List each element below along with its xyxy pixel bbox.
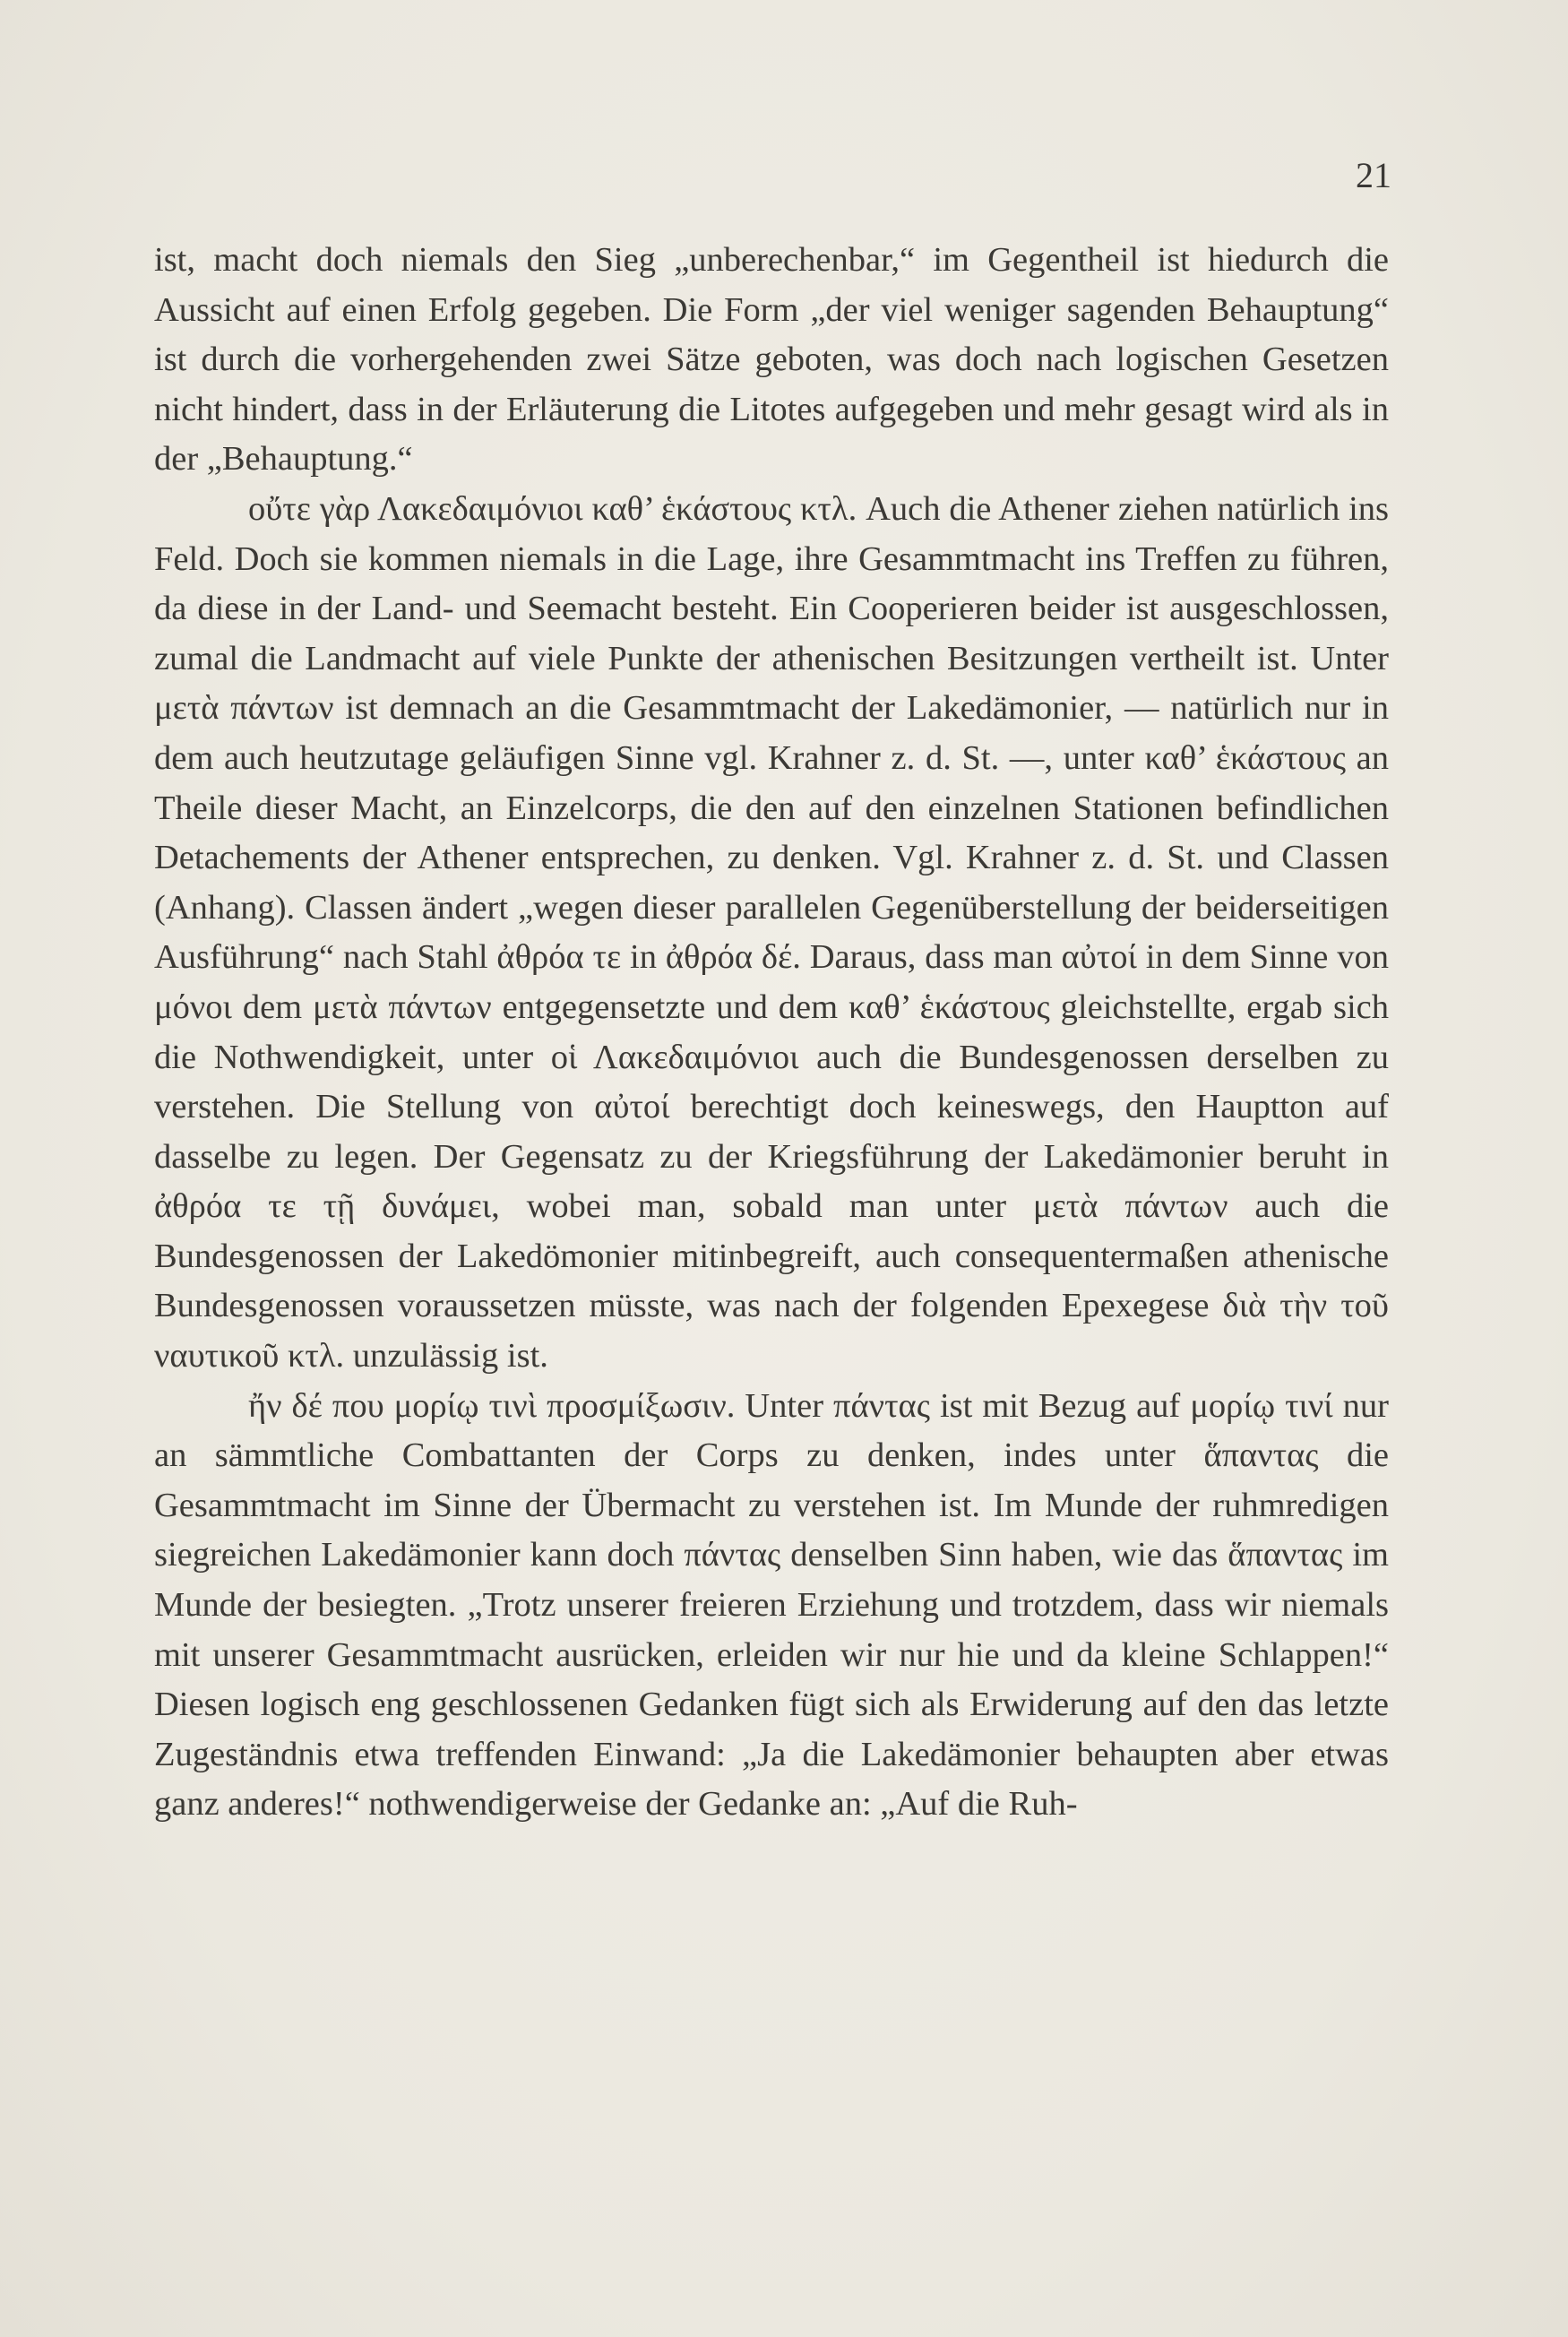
paragraph-1: ist, macht doch niemals den Sieg „unberechenbar,“ im Gegentheil ist hiedurch die Aussicht auf einen Erfolg gegeben. Die Form „der viel weniger sagenden Behauptung“ ist durch die vorhergehenden zwei Sätze geboten, was doch nach logischen Gesetzen nicht hindert, dass in der Erläuterung die Litotes aufgegeben und mehr gesagt wird als in der „Behauptung.“ <box>154 241 1389 479</box>
paragraph-3: ἤν δέ που μορίῳ τινὶ προσμίξωσιν. Unter πάντας ist mit Bezug auf μορίῳ τινί nur an sämmtliche Combattanten der Corps zu denken, indes unter ἅπαντας die Gesammtmacht im Sinne der Übermacht zu verstehen ist. Im Munde der ruhmredigen siegreichen Lakedämonier kann doch πάντας denselben Sinn haben, wie das ἅπαντας im Munde der besiegten. „Trotz unserer freieren Erziehung und trotzdem, dass wir niemals mit unserer Gesammtmacht ausrücken, erleiden wir nur hie und da kleine Schlappen!“ Diesen logisch eng geschlossenen Gedanken fügt sich als Erwiderung auf den das letzte Zugeständnis etwa treffenden Einwand: „Ja die Lakedämonier behaupten aber etwas ganz anderes!“ nothwendigerweise der Gedanke an: „Auf die Ruh- <box>154 1386 1389 1824</box>
paragraph-2: οὔτε γὰρ Λακεδαιμόνιοι καθ’ ἑκάστους κτλ. Auch die Athener ziehen natürlich ins Feld. Doch sie kommen niemals in die Lage, ihre Gesammtmacht ins Treffen zu führen, da diese in der Land- und Seemacht besteht. Ein Cooperieren beider ist ausgeschlossen, zumal die Landmacht auf viele Punkte der athenischen Besitzungen vertheilt ist. Unter μετὰ πάντων ist demnach an die Gesammtmacht der Lakedämonier, — natürlich nur in dem auch heutzutage geläufigen Sinne vgl. Krahner z. d. St. —, unter καθ’ ἑκάστους an Theile dieser Macht, an Einzelcorps, die den auf den einzelnen Stationen befindlichen Detachements der Athener entsprechen, zu denken. Vgl. Krahner z. d. St. und Classen (Anhang). Classen ändert „wegen dieser parallelen Gegenüberstellung der beiderseitigen Ausführung“ nach Stahl ἀθρόα τε in ἀθρόα δέ. Daraus, dass man αὐτοί in dem Sinne von μόνοι dem μετὰ πάντων entgegensetzte und dem καθ’ ἑκάστους gleichstellte, ergab sich die Nothwendigkeit, unter οἱ Λακεδαιμόνιοι auch die Bundesgenossen derselben zu verstehen. Die Stellung von αὐτοί berechtigt doch keineswegs, den Hauptton auf dasselbe zu legen. Der Gegensatz zu der Kriegsführung der Lakedämonier beruht in ἀθρόα τε τῇ δυνάμει, wobei man, sobald man unter μετὰ πάντων auch die Bundesgenossen der Lakedömonier mitinbegreift, auch consequentermaßen athenische Bundesgenossen voraussetzen müsste, was nach der folgenden Epexegese διὰ τὴν τοῦ ναυτικοῦ κτλ. unzulässig ist. <box>154 489 1389 1375</box>
page-number: 21 <box>1356 155 1391 195</box>
body-text <box>154 236 1389 1830</box>
